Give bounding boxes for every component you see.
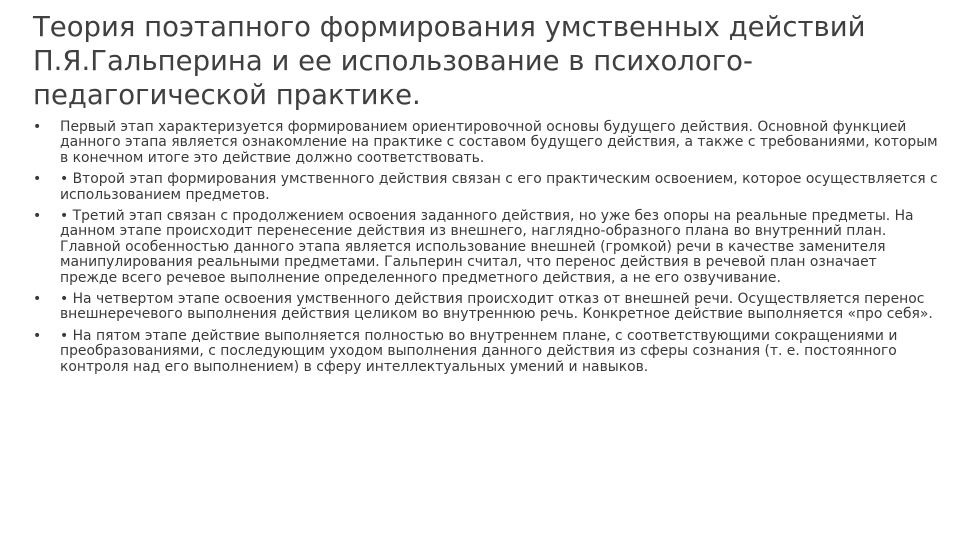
bullet-item-4 bbox=[33, 292, 938, 323]
bullet-text: • Второй этап формирования умственного действия связан с его практическим освоением, которое осуществляется с использованием предметов. bbox=[60, 171, 938, 203]
bullet-item-3 bbox=[33, 209, 938, 286]
bullet-icon: • bbox=[33, 291, 42, 308]
slide-title: Теория поэтапного формирования умственных действий П.Я.Гальперина и ее использование в психолого-педагогической практике. bbox=[33, 11, 866, 111]
bullet-item-5 bbox=[33, 329, 938, 375]
bullet-icon: • bbox=[33, 327, 42, 344]
bullet-icon: • bbox=[33, 119, 42, 135]
bullet-text: • На пятом этапе действие выполняется полностью во внутреннем плане, с соответствующими сокращениями и преобразованиями, с последующим уходом выполнения данного действия из сферы сознания (т. е. постоянного контроля над его выполнением) в сферу интеллектуальных умений и навыков. bbox=[60, 327, 898, 375]
bullet-item-2 bbox=[33, 172, 938, 203]
bullet-item-1 bbox=[33, 120, 938, 166]
bullet-text: • На четвертом этапе освоения умственного действия происходит отказ от внешней речи. Осуществляется перенос внешнеречевого выполнения действия целиком во внутреннюю речь. Конкретное действие выполняется «про себя». bbox=[60, 291, 933, 323]
bullet-icon: • bbox=[33, 208, 42, 225]
bullet-text: • Третий этап связан с продолжением освоения заданного действия, но уже без опоры на реальные предметы. На данном этапе происходит перенесение действия из внешнего, наглядно-образного плана во внутренний план. Главной особенностью данного этапа является использование внешней (громкой) речи в качестве заменителя манипулирования реальными предметами. Гальперин считал, что перенос действия в речевой план означает прежде всего речевое выполнение определенного предметного действия, а не его озвучивание. bbox=[60, 208, 914, 286]
bullet-text: Первый этап характеризуется формированием ориентировочной основы будущего действия. Основной функцией данного этапа является ознакомление на практике с составом будущего действия, а также с требованиями, которым в конечном итоге это действие должно соответствовать. bbox=[60, 119, 938, 166]
bullet-list bbox=[33, 120, 938, 375]
bullet-icon: • bbox=[33, 171, 42, 188]
